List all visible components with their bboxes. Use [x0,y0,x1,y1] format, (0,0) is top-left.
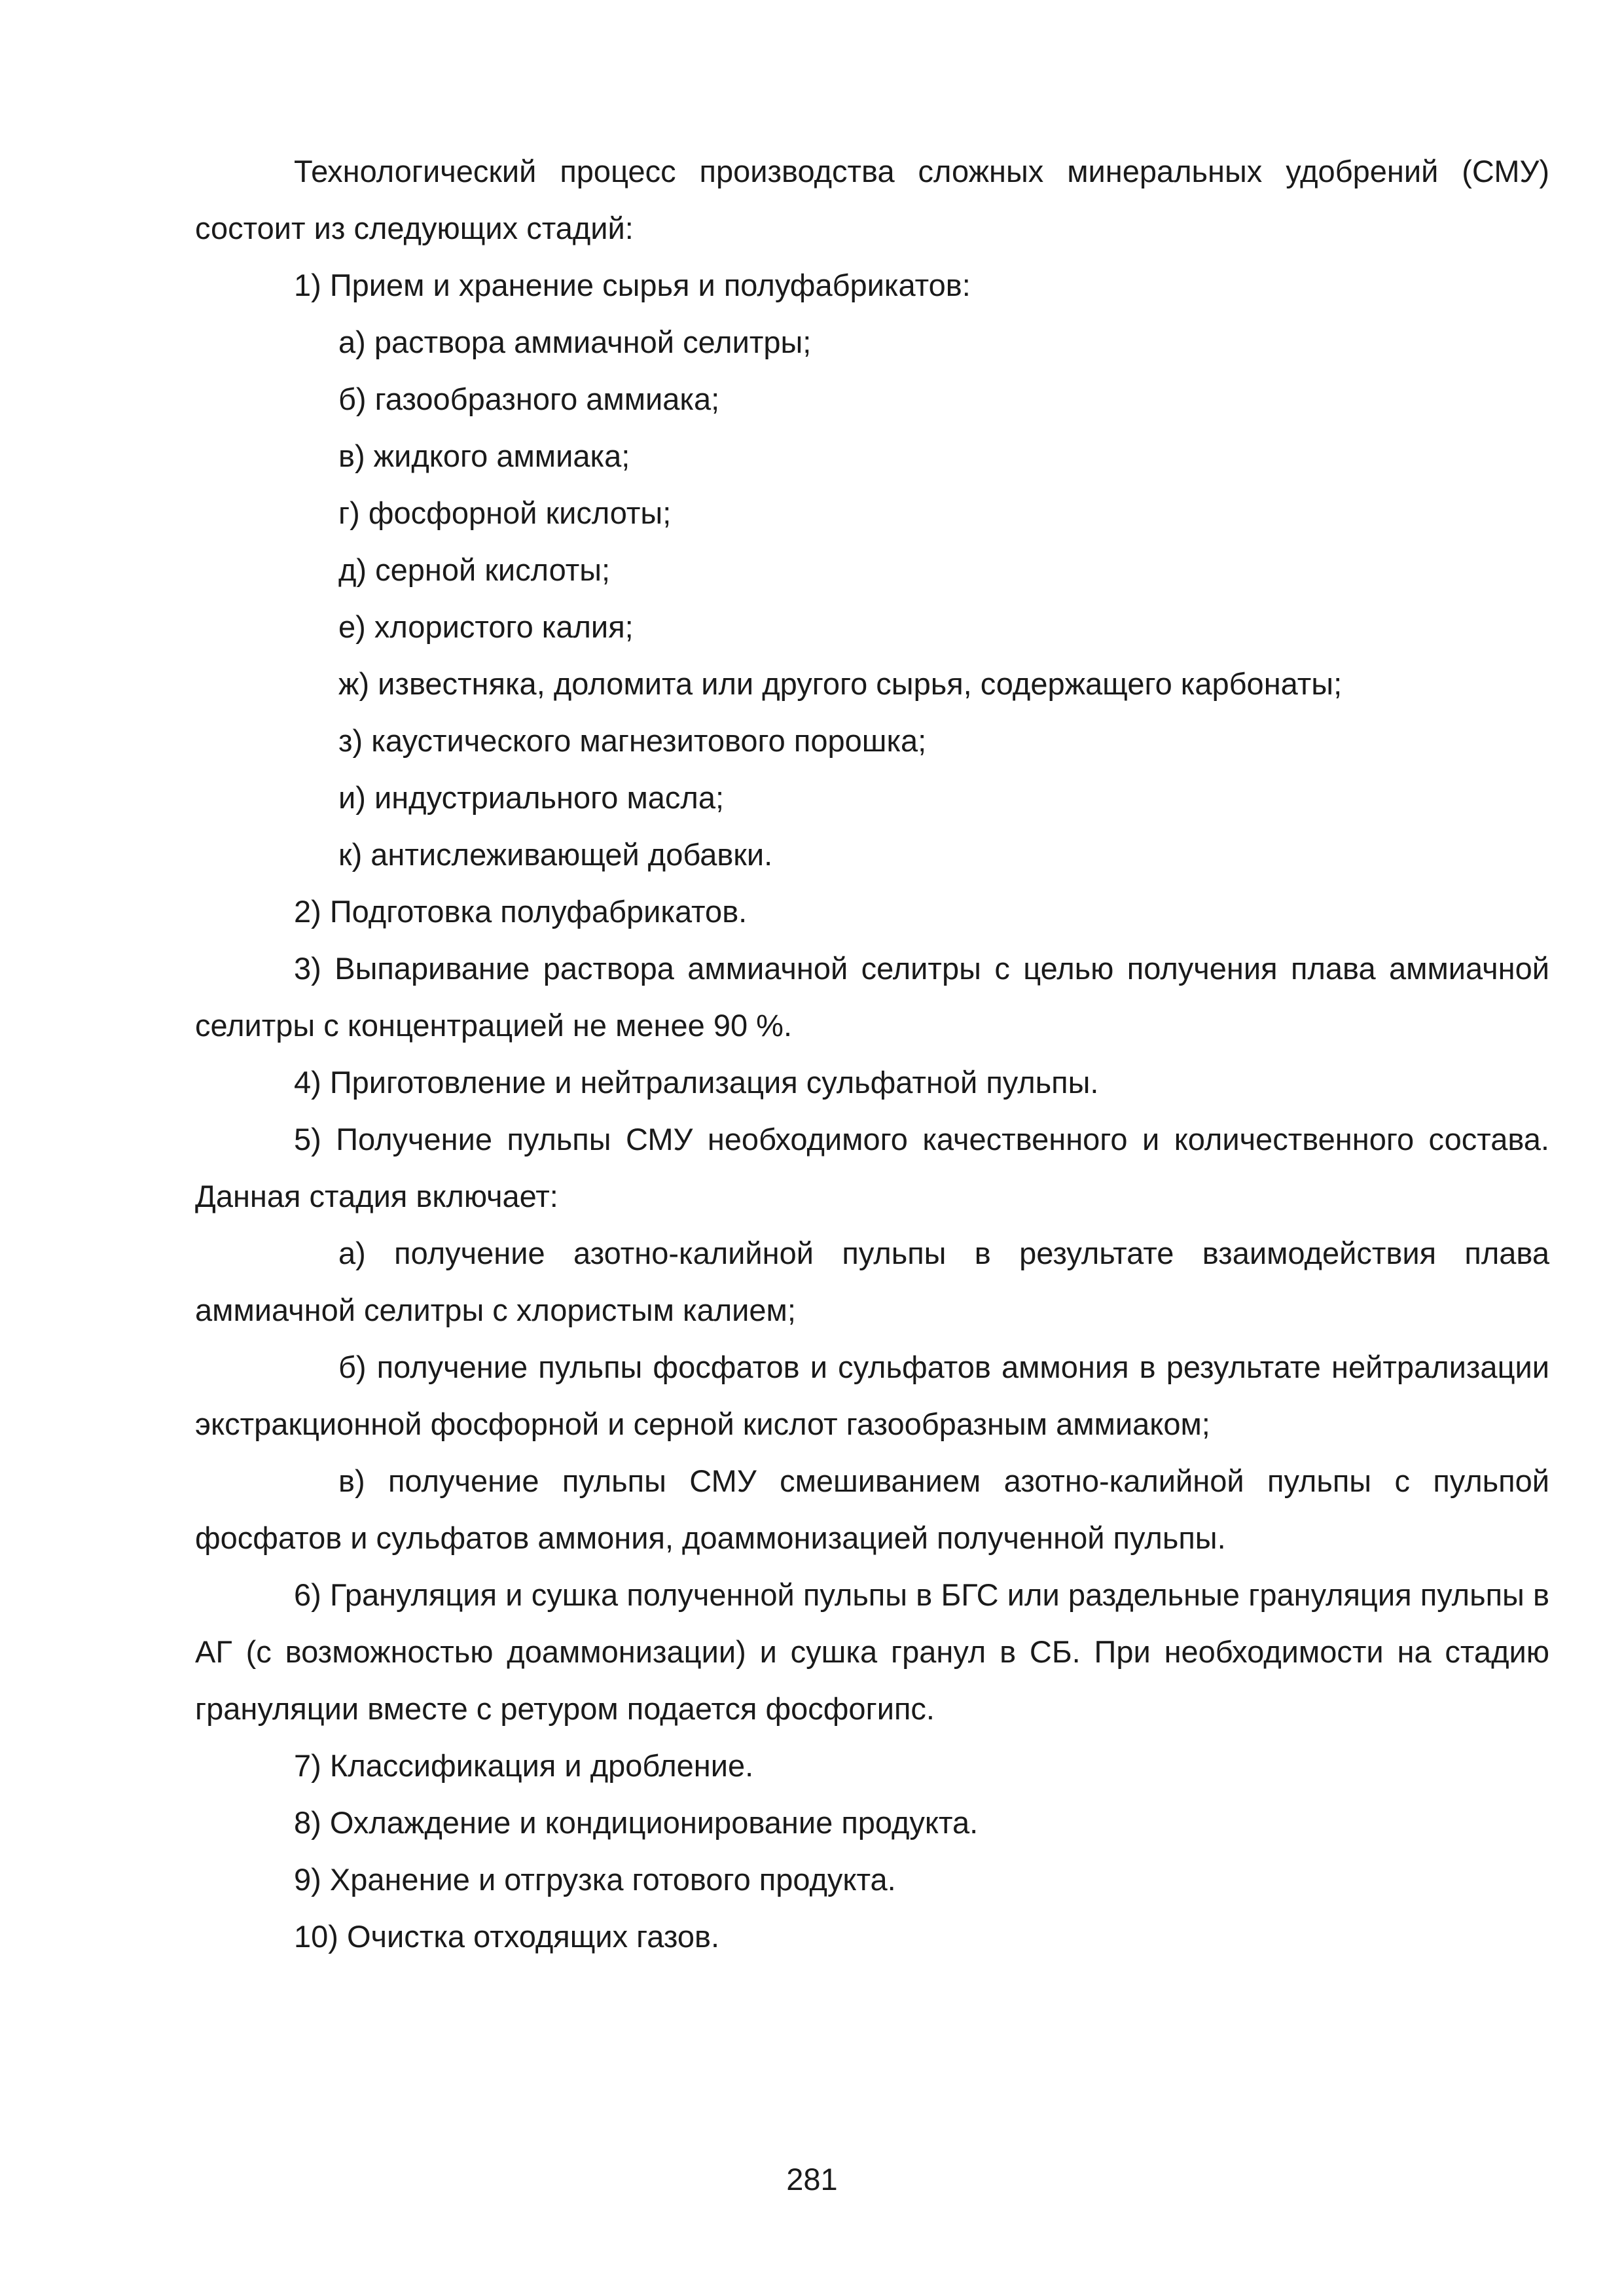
stage-7: 7) Классификация и дробление. [294,1748,754,1783]
stage-10: 10) Очистка отходящих газов. [294,1919,720,1954]
page-body [195,143,1549,1965]
stage-5-item-v: в) получение пульпы СМУ смешиванием азотно-калийной пульпы с пульпой фосфатов и сульфатов аммония, доаммонизацией полученной пульпы. [195,1463,1549,1555]
stage-6: 6) Грануляция и сушка полученной пульпы в БГС или раздельные грануляция пульпы в АГ (с возможностью доаммонизации) и сушка гранул в СБ. При необходимости на стадию грануляции вместе с ретуром подается фосфогипс. [195,1577,1549,1726]
intro-paragraph: Технологический процесс производства сложных минеральных удобрений (СМУ) состоит из следующих стадий: [195,154,1549,245]
stage-1-item-g: г) фосфорной кислоты; [338,495,672,530]
stage-1-item-d: д) серной кислоты; [338,552,611,587]
stage-1-item-a: а) раствора аммиачной селитры; [338,325,812,359]
stage-5-item-a: а) получение азотно-калийной пульпы в результате взаимодействия плава аммиачной селитры с хлористым калием; [195,1236,1549,1327]
stage-8: 8) Охлаждение и кондиционирование продукта. [294,1805,979,1840]
stage-5-item-b: б) получение пульпы фосфатов и сульфатов аммония в результате нейтрализации экстракционной фосфорной и серной кислот газообразным аммиаком; [195,1350,1549,1441]
stage-2: 2) Подготовка полуфабрикатов. [294,894,748,929]
stage-1-item-e: е) хлористого калия; [338,609,634,644]
stage-1-item-b: б) газообразного аммиака; [338,382,720,416]
stage-1-item-z: з) каустического магнезитового порошка; [338,723,927,758]
stage-9: 9) Хранение и отгрузка готового продукта. [294,1862,896,1897]
page-number: 281 [786,2162,838,2197]
stage-1-item-i: и) индустриального масла; [338,780,725,815]
stage-1-item-k: к) антислеживающей добавки. [338,837,773,872]
stage-5-title: 5) Получение пульпы СМУ необходимого качественного и количественного состава. Данная стадия включает: [195,1122,1549,1213]
stage-3: 3) Выпаривание раствора аммиачной селитры с целью получения плава аммиачной селитры с концентрацией не менее 90 %. [195,951,1549,1043]
stage-1-item-v: в) жидкого аммиака; [338,439,630,473]
stage-4: 4) Приготовление и нейтрализация сульфатной пульпы. [294,1065,1099,1100]
stage-1-item-zh: ж) известняка, доломита или другого сырья, содержащего карбонаты; [338,666,1343,701]
stage-1-title: 1) Прием и хранение сырья и полуфабрикатов: [294,268,971,302]
